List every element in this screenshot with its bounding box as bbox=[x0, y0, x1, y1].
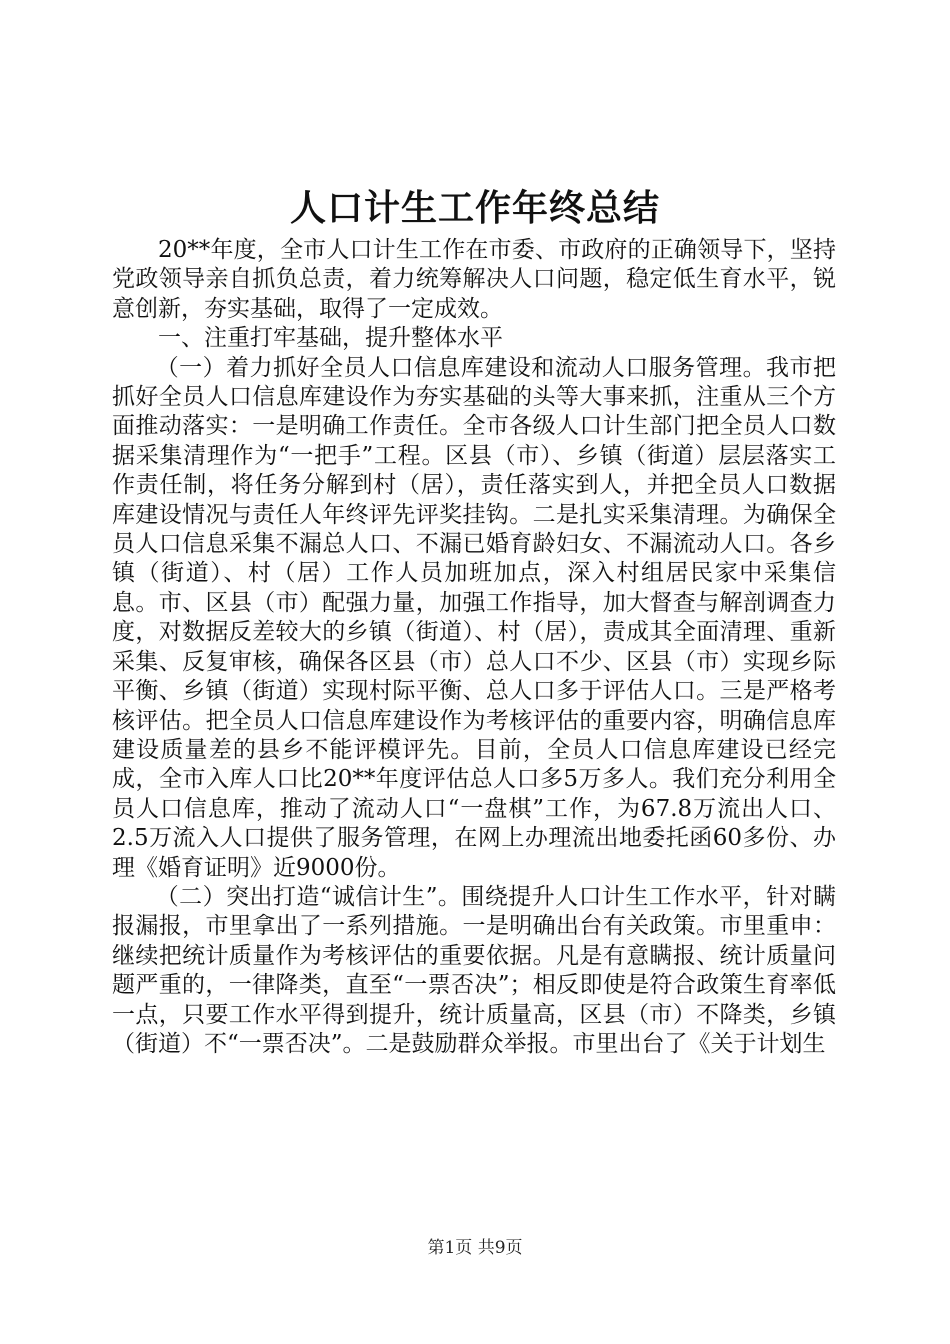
document-body bbox=[112, 236, 836, 1059]
section-heading: 一、注重打牢基础，提升整体水平 bbox=[158, 325, 503, 352]
intro-paragraph: 20**年度，全市人口计生工作在市委、市政府的正确领导下，坚持党政领导亲自抓负总责，着力统筹解决人口问题，稳定低生育水平，锐意创新，夯实基础，取得了一定成效。 bbox=[112, 237, 836, 322]
document-title: 人口计生工作年终总结 bbox=[289, 187, 660, 229]
subsection-paragraph-1: （一）着力抓好全员人口信息库建设和流动人口服务管理。我市把抓好全员人口信息库建设作为夯实基础的头等大事来抓，注重从三个方面推动落实：一是明确工作责任。全市各级人口计生部门把全员人口数据采集清理作为“一把手”工程。区县（市）、乡镇（街道）层层落实工作责任制，将任务分解到村（居），责任落实到人，并把全员人口数据库建设情况与责任人年终评先评奖挂钩。二是扎实采集清理。为确保全员人口信息采集不漏总人口、不漏已婚育龄妇女、不漏流动人口。各乡镇（街道）、村（居）工作人员加班加点，深入村组居民家中采集信息。市、区县（市）配强力量，加强工作指导，加大督查与解剖调查力度，对数据反差较大的乡镇（街道）、村（居），责成其全面清理、重新采集、反复审核，确保各区县（市）总人口不少、区县（市）实现乡际平衡、乡镇（街道）实现村际平衡、总人口多于评估人口。三是严格考核评估。把全员人口信息库建设作为考核评估的重要内容，明确信息库建设质量差的县乡不能评模评先。目前，全员人口信息库建设已经完成，全市入库人口比20**年度评估总人口多5万多人。我们充分利用全员人口信息库，推动了流动人口“一盘棋”工作，为67.8万流出人口、2.5万流入人口提供了服务管理，在网上办理流出地委托函60多份、办理《婚育证明》近9000份。 bbox=[112, 354, 836, 881]
subsection-paragraph-2: （二）突出打造“诚信计生”。围绕提升人口计生工作水平，针对瞒报漏报，市里拿出了一系列措施。一是明确出台有关政策。市里重申：继续把统计质量作为考核评估的重要依据。凡是有意瞒报、统计质量问题严重的，一律降类，直至“一票否决”；相反即使是符合政策生育率低一点，只要工作水平得到提升，统计质量高，区县（市）不降类，乡镇（街道）不“一票否决”。二是鼓励群众举报。市里出台了《关于计划生 bbox=[112, 883, 836, 1057]
page-footer: 第1页 共9页 bbox=[427, 1238, 523, 1258]
